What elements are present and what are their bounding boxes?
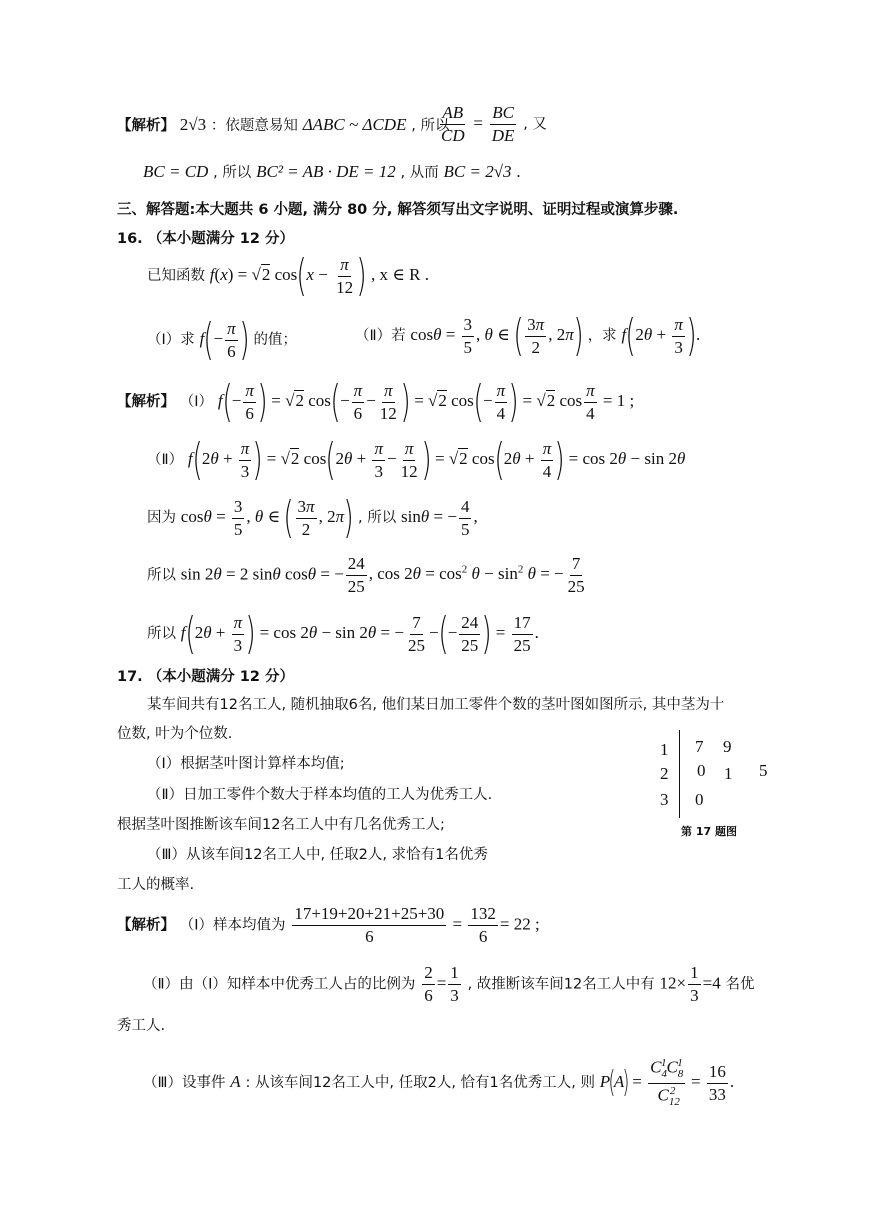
- text: , x ∈ R .: [371, 265, 429, 284]
- text: 名优: [725, 976, 755, 993]
- stem-2: 2: [660, 764, 669, 783]
- mean-result: = 22 ;: [499, 914, 540, 934]
- mean-numerator: 17+19+20+21+25+30: [292, 905, 446, 926]
- text: ，求: [587, 328, 617, 344]
- mean-denominator: 6: [365, 926, 374, 946]
- text: 的值；: [253, 332, 298, 348]
- leaf: 0: [697, 761, 706, 780]
- q17-part-2: （Ⅱ）日加工零件个数大于样本均值的工人为优秀工人.: [147, 787, 493, 803]
- q16-given: 已知函数 f(x) = √2 cos(x − $\frac{\pi}{12}$ ) , x ∈ R .: [147, 250, 429, 301]
- analysis-line-1: [117, 116, 449, 134]
- leaf: 7: [695, 737, 704, 756]
- q17-line-2: 位数, 叶为个位数.: [117, 726, 233, 742]
- leaf: 0: [695, 790, 704, 809]
- text: , 所以: [411, 118, 450, 134]
- text: （Ⅱ）: [147, 452, 184, 468]
- text: , 所以: [213, 165, 252, 181]
- stem-divider: [679, 730, 680, 818]
- q17-solution-3: （Ⅲ）设事件 A : 从该车间12名工人中, 任取2人, 恰有1名优秀工人, 则 P(A) = $\frac{C_4^1C_8^1}{C_{12}^2}$ = $\frac{16}{33}$ .: [143, 1057, 735, 1108]
- q16-part2: （Ⅱ）若 cosθ = $\frac{3}{5}$ , θ ∈ ( $\frac{3\pi}{2}$ , 2π) ，求 f(2θ + $\frac{\pi}{3}$ ).: [355, 310, 701, 361]
- text: ：依题意易知: [210, 118, 298, 134]
- text: （Ⅰ）求: [147, 332, 195, 348]
- text: （Ⅰ）: [179, 394, 214, 410]
- stem-3: 3: [660, 790, 669, 809]
- text: , 从而: [400, 165, 439, 181]
- q16-solution-1: 【解析】 （Ⅰ） f(− $\frac{\pi}{6}$ ) = √2 cos(− $\frac{\pi}{6}$ − $\frac{\pi}{12}$ ) = √2 cos(− $\frac{\pi}{4}$ ) = √2 cos $\frac{\pi}{4}$ = 1 ;: [117, 376, 635, 427]
- equation: BC² = AB · DE = 12: [256, 162, 396, 181]
- q17-solution-2b: 秀工人.: [117, 1018, 166, 1034]
- text: , 所以: [358, 510, 397, 526]
- answer-value: 2√3: [179, 115, 207, 134]
- equation: BC = CD: [143, 162, 209, 181]
- q16-solution-4: 所以 sin 2θ = 2 sinθ cosθ = − $\frac{24}{25}$ , $\cos 2\theta = \cos^2 \theta - \sin^2 \theta$ = − $\frac{7}{25}$: [147, 554, 585, 596]
- analysis-label: 【解析】: [117, 917, 175, 934]
- q17-infer: 根据茎叶图推断该车间12名工人中有几名优秀工人;: [117, 817, 445, 833]
- q17-header: 17. （本小题满分 12 分）: [117, 669, 295, 685]
- text: .: [516, 162, 521, 181]
- analysis-label: 【解析】: [117, 394, 175, 410]
- section-3-heading: 三、解答题:本大题共 6 小题, 满分 80 分, 解答须写出文字说明、证明过程或演算步骤.: [117, 202, 679, 218]
- q16-solution-3: 因为 cosθ = $\frac{3}{5}$ , θ ∈ ( $\frac{3\pi}{2}$ , 2π) , 所以 sinθ = − $\frac{4}{5}$ ,: [147, 492, 478, 543]
- text: 因为: [147, 510, 176, 526]
- text: : 从该车间12名工人中, 任取2人, 恰有1名优秀工人, 则: [245, 1075, 596, 1092]
- equation: BC = 2√3: [443, 162, 512, 181]
- q16-header: 16. （本小题满分 12 分）: [117, 231, 295, 247]
- count-value: 6: [478, 926, 488, 946]
- q17-part-3b: 工人的概率.: [117, 877, 195, 893]
- figure-caption: 第 17 题图: [681, 825, 737, 838]
- q16-part1: （Ⅰ）求 f(− $\frac{\pi}{6}$ ) 的值；: [147, 314, 298, 365]
- text: 已知函数: [147, 268, 205, 284]
- sum-value: 132: [468, 905, 498, 926]
- q17-solution-2: （Ⅱ）由（Ⅰ）知样本中优秀工人占的比例为 $\frac{2}{6}$ = $\frac{1}{3}$ , 故推断该车间12名工人中有 12× $\frac{1}{3}$ =4 名优: [143, 963, 755, 1005]
- text: （Ⅱ）由（Ⅰ）知样本中优秀工人占的比例为: [143, 976, 416, 993]
- q16-solution-5: 所以 f(2θ + $\frac{\pi}{3}$ ) = cos 2θ − sin 2θ = − $\frac{7}{25}$ −(− $\frac{24}{25}$ ) = $\frac{17}{25}$ .: [147, 608, 539, 659]
- stem-1: 1: [660, 740, 669, 759]
- q17-part-1: （Ⅰ）根据茎叶图计算样本均值;: [147, 756, 345, 772]
- analysis-label: 【解析】: [117, 118, 175, 134]
- q17-line-1: 某车间共有12名工人, 随机抽取6名, 他们某日加工零件个数的茎叶图如图所示, 其中茎为十: [147, 697, 725, 713]
- analysis-line-2: [143, 163, 521, 181]
- text: 所以: [147, 626, 176, 642]
- probability-denominator: 33: [708, 1084, 726, 1104]
- probability-numerator: 16: [707, 1063, 728, 1084]
- text: 所以: [147, 567, 176, 584]
- leaf: 5: [759, 761, 768, 780]
- text: （Ⅰ）样本均值为: [179, 917, 286, 934]
- q17-solution-1: 【解析】 （Ⅰ）样本均值为 $\frac{17+19+20+21+25+30}{6}$ = $\frac{132}{6}$ = 22 ;: [117, 904, 540, 946]
- text: （Ⅲ）设事件: [143, 1075, 226, 1092]
- leaf: 9: [723, 737, 732, 756]
- text: , 故推断该车间12名工人中有: [467, 976, 655, 993]
- q17-part-3: （Ⅲ）从该车间12名工人中, 任取2人, 求恰有1名优秀: [147, 847, 488, 863]
- leaf: 1: [724, 764, 733, 783]
- text: （Ⅱ）若: [355, 328, 406, 344]
- q16-solution-2: （Ⅱ） f(2θ + $\frac{\pi}{3}$ ) = √2 cos(2θ + $\frac{\pi}{3}$ − $\frac{\pi}{12}$ ) = √2 cos(2θ + $\frac{\pi}{4}$ ) = cos 2θ − sin 2θ: [147, 434, 686, 485]
- text: , 又: [523, 116, 547, 133]
- ratio-equation: $\frac{AB}{CD}$ = $\frac{BC}{DE}$ , 又: [441, 103, 547, 145]
- similarity-expr: ΔABC ~ ΔCDE: [302, 115, 407, 134]
